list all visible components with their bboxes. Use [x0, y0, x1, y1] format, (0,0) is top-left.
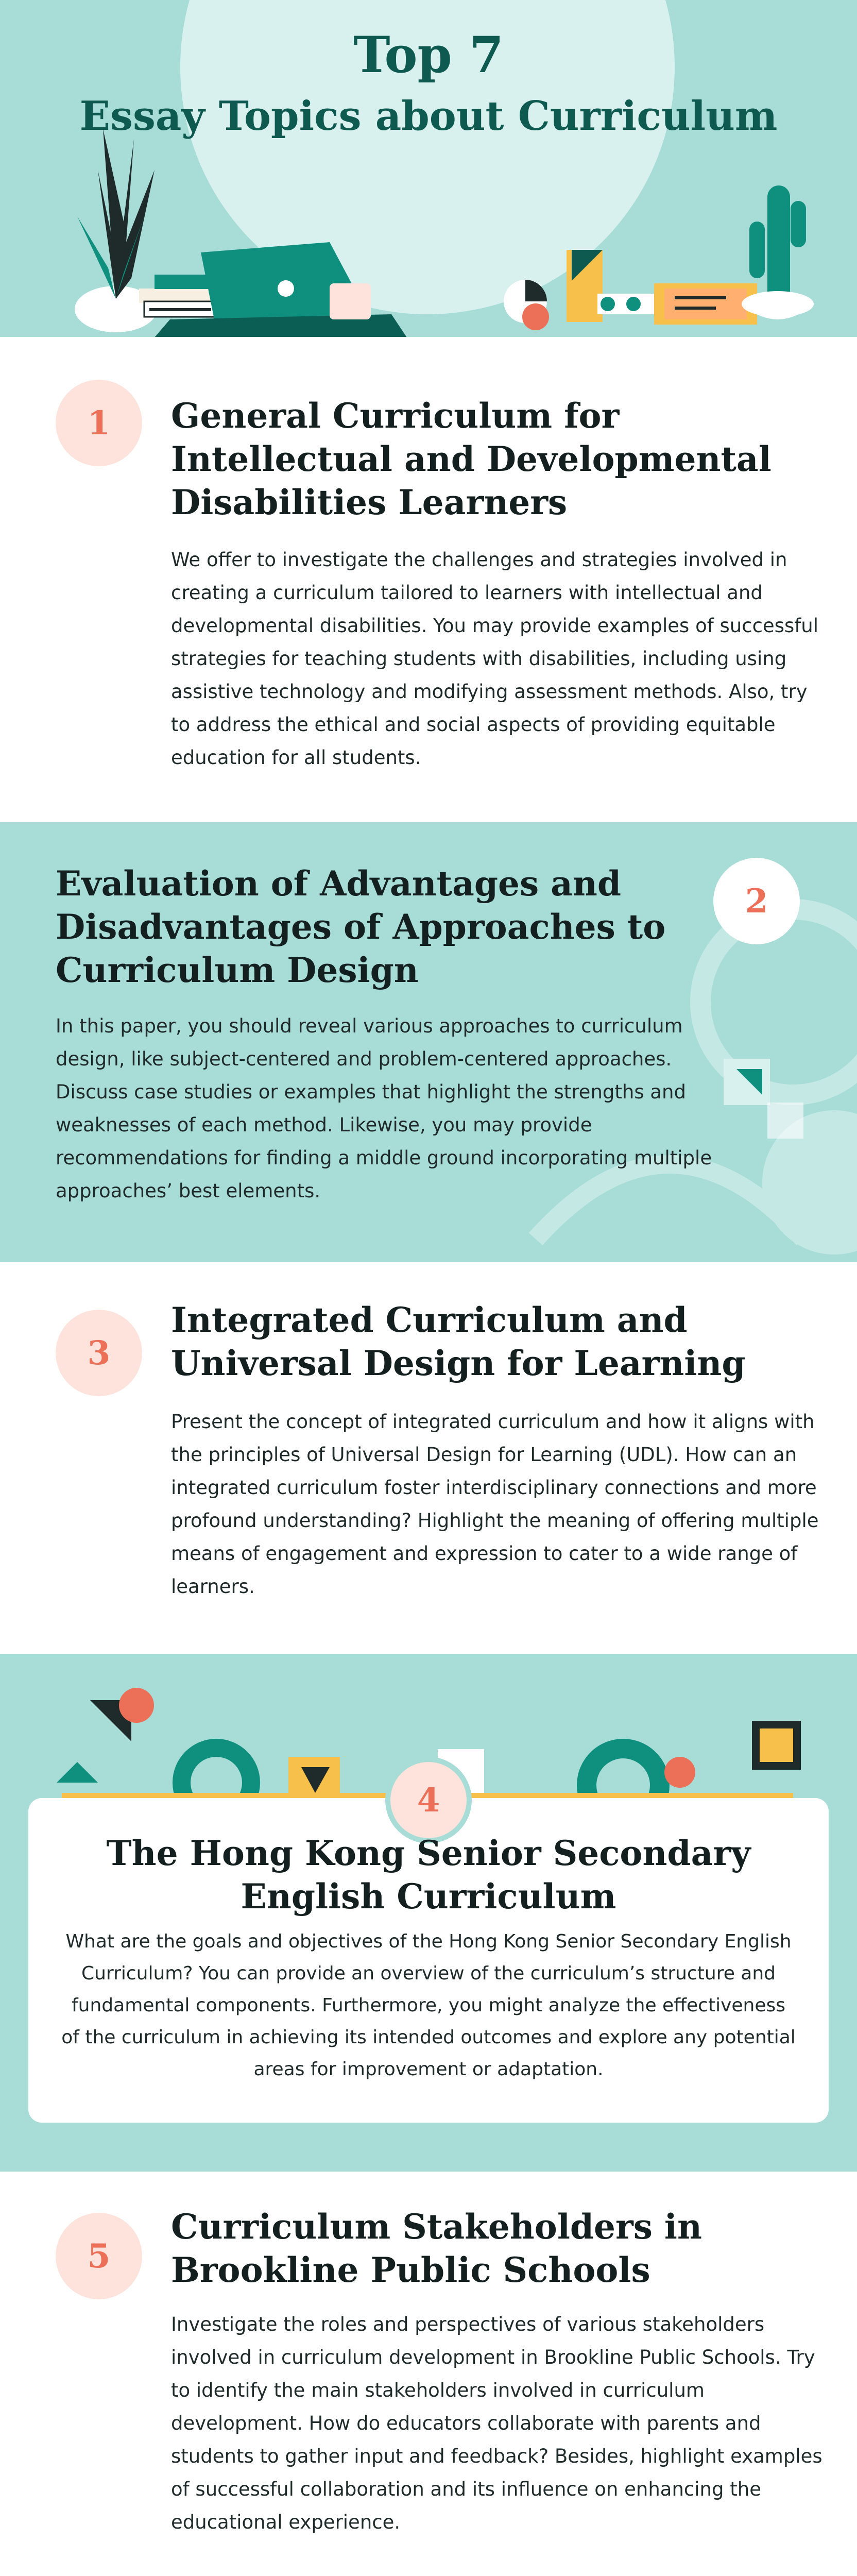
topic-number-badge: 4 — [385, 1757, 472, 1843]
topic-number-badge: 5 — [56, 2213, 142, 2299]
topic-title: Evaluation of Advantages and Disadvantages of Approaches to Curriculum Design — [56, 863, 666, 990]
desk-illustration — [0, 0, 857, 337]
topic-description: What are the goals and objectives of the Hong Kong Senior Secondary English Curriculum? You can provide an overview of the curriculum’s structure and fundamental components. Furthermore, you might analyze the effectiveness of the curriculum in achieving its intended outcomes and explore any potential areas for improvement or adaptation. — [61, 1931, 796, 2080]
topic-description: We offer to investigate the challenges and strategies involved in creating a curriculum tailored to learners with intellectual and developmental disabilities. You may provide examples of successful strategies for teaching students with disabilities, including using assistive technology and modifying assessment methods. Also, try to address the ethical and social aspects of providing equitable education for all students. — [171, 549, 819, 769]
cactus-right-icon — [742, 185, 814, 319]
topic-number-badge: 3 — [56, 1310, 142, 1396]
topic-number-badge: 1 — [56, 380, 142, 466]
topic-description: Present the concept of integrated curriculum and how it aligns with the principles of Universal Design for Learning (UDL). How can an integrated curriculum foster interdisciplinary connections and more profound understanding? Highlight the meaning of offering multiple means of engagement and expression to cater to a wide range of learners. — [171, 1411, 819, 1598]
folders-icon — [597, 283, 757, 325]
topic-description: Investigate the roles and perspectives of various stakeholders involved in curriculum development in Brookline Public Schools. Try to identify the main stakeholders involved in curriculum development. How do educators collaborate with parents and students to gather input and feedback? Besides, highlight examples of successful collaboration and its influence on enhancing the educational experience. — [171, 2313, 822, 2533]
topic-section-1 — [0, 337, 857, 822]
topic-title: Curriculum Stakeholders in Brookline Public Schools — [171, 2207, 702, 2290]
topic-section-4 — [0, 1654, 857, 2172]
mug-icon — [330, 283, 371, 319]
topic-section-2 — [0, 822, 857, 1262]
page-title-top: Top 7 — [353, 26, 504, 84]
topic-number-badge: 2 — [713, 858, 800, 944]
page-title-main: Essay Topics about Curriculum — [79, 93, 778, 140]
topic-title: The Hong Kong Senior Secondary English Curriculum — [106, 1833, 751, 1917]
topic-title: Integrated Curriculum and Universal Design for Learning — [171, 1300, 746, 1383]
topic-section-5 — [0, 2172, 857, 2576]
orange-dot-icon — [522, 303, 549, 330]
topic-title: General Curriculum for Intellectual and Developmental Disabilities Learners — [171, 396, 772, 522]
topic-section-3 — [0, 1262, 857, 1654]
header-banner — [0, 0, 857, 337]
topic-description: In this paper, you should reveal various approaches to curriculum design, like subject-centered and problem-centered approaches. Discuss case studies or examples that highlight the strengths and weaknesses of each method. Likewise, you may provide recommendations for finding a middle ground incorporating multiple approaches’ best elements. — [56, 1015, 712, 1202]
